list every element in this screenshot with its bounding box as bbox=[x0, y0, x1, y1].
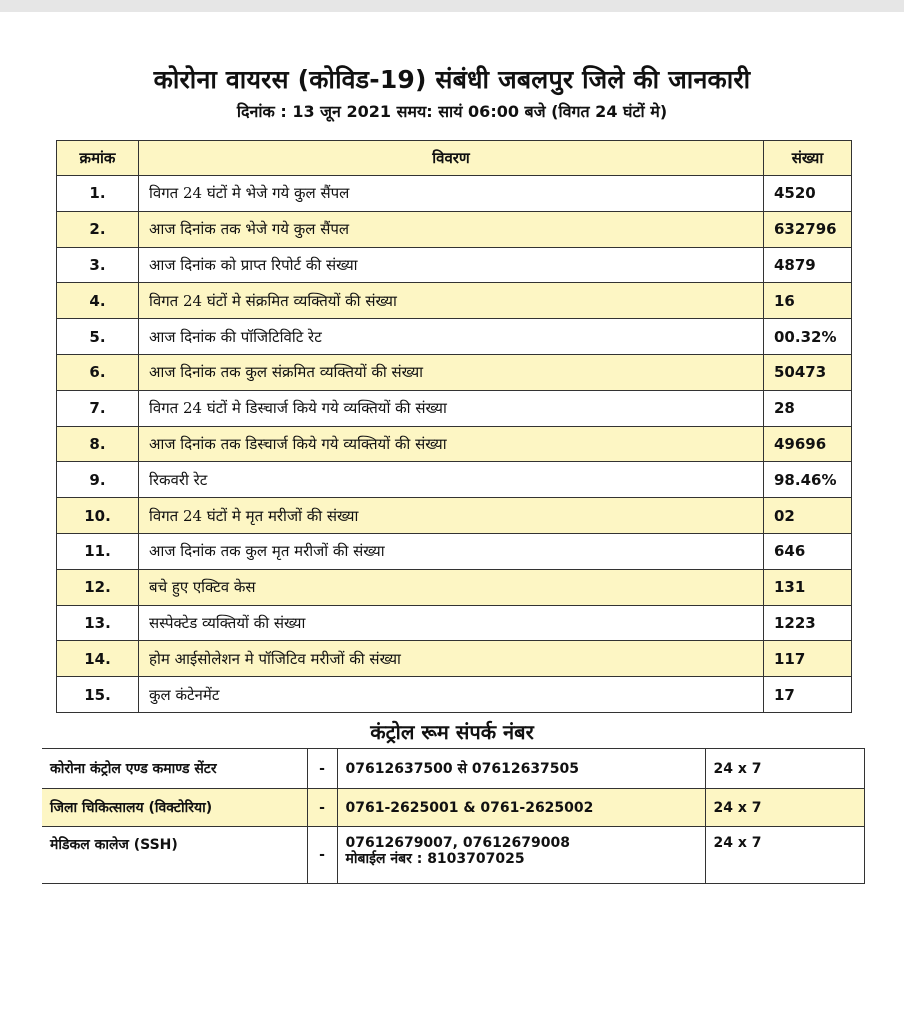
row-sno: 13. bbox=[57, 605, 139, 641]
table-row bbox=[57, 354, 852, 390]
control-room-numbers bbox=[337, 749, 705, 789]
row-description: आज दिनांक तक डिस्चार्ज किये गये व्यक्तियों की संख्या bbox=[139, 426, 764, 462]
control-room-numbers bbox=[337, 789, 705, 827]
row-value: 00.32% bbox=[764, 319, 852, 355]
separator-dash: - bbox=[307, 827, 337, 884]
table-row bbox=[57, 319, 852, 355]
table-row bbox=[57, 498, 852, 534]
row-description: होम आईसोलेशन मे पॉजिटिव मरीजों की संख्या bbox=[139, 641, 764, 677]
column-header-sno: क्रमांक bbox=[57, 141, 139, 176]
row-value: 49696 bbox=[764, 426, 852, 462]
row-description: सस्पेक्टेड व्यक्तियों की संख्या bbox=[139, 605, 764, 641]
row-value: 50473 bbox=[764, 354, 852, 390]
row-description: आज दिनांक को प्राप्त रिपोर्ट की संख्या bbox=[139, 247, 764, 283]
table-row bbox=[57, 283, 852, 319]
row-sno: 14. bbox=[57, 641, 139, 677]
control-room-hours: 24 x 7 bbox=[705, 827, 864, 884]
page-title: कोरोना वायरस (कोविड-19) संबंधी जबलपुर जिले की जानकारी bbox=[153, 65, 751, 94]
mobile-number: मोबाईल नंबर : 8103707025 bbox=[345, 851, 525, 867]
covid-stats-table bbox=[56, 140, 852, 713]
row-sno: 5. bbox=[57, 319, 139, 355]
top-bar bbox=[0, 0, 904, 12]
column-header-description: विवरण bbox=[139, 141, 764, 176]
row-sno: 8. bbox=[57, 426, 139, 462]
page-subtitle: दिनांक : 13 जून 2021 समय: सायं 06:00 बजे (विगत 24 घंटों मे) bbox=[236, 102, 668, 121]
row-sno: 7. bbox=[57, 390, 139, 426]
row-description: आज दिनांक तक कुल मृत मरीजों की संख्या bbox=[139, 533, 764, 569]
control-room-heading: कंट्रोल रूम संपर्क नंबर bbox=[370, 720, 534, 744]
row-value: 632796 bbox=[764, 211, 852, 247]
row-value: 4520 bbox=[764, 176, 852, 212]
row-sno: 10. bbox=[57, 498, 139, 534]
row-sno: 11. bbox=[57, 533, 139, 569]
row-value: 16 bbox=[764, 283, 852, 319]
row-sno: 3. bbox=[57, 247, 139, 283]
control-room-table bbox=[42, 748, 865, 884]
row-description: विगत 24 घंटों मे मृत मरीजों की संख्या bbox=[139, 498, 764, 534]
table-row bbox=[57, 211, 852, 247]
control-room-row bbox=[42, 789, 864, 827]
control-room-numbers bbox=[337, 827, 705, 884]
row-description: आज दिनांक तक भेजे गये कुल सैंपल bbox=[139, 211, 764, 247]
row-description: विगत 24 घंटों मे संक्रमित व्यक्तियों की संख्या bbox=[139, 283, 764, 319]
row-description: आज दिनांक तक कुल संक्रमित व्यक्तियों की संख्या bbox=[139, 354, 764, 390]
table-row bbox=[57, 641, 852, 677]
control-room-hours: 24 x 7 bbox=[705, 789, 864, 827]
row-value: 131 bbox=[764, 569, 852, 605]
control-room-name: जिला चिकित्सालय (विक्टोरिया) bbox=[42, 789, 307, 827]
row-sno: 15. bbox=[57, 677, 139, 713]
row-description: रिकवरी रेट bbox=[139, 462, 764, 498]
table-row bbox=[57, 605, 852, 641]
table-row bbox=[57, 569, 852, 605]
row-sno: 6. bbox=[57, 354, 139, 390]
row-sno: 9. bbox=[57, 462, 139, 498]
row-value: 646 bbox=[764, 533, 852, 569]
row-sno: 4. bbox=[57, 283, 139, 319]
separator-dash: - bbox=[307, 749, 337, 789]
row-sno: 1. bbox=[57, 176, 139, 212]
separator-dash: - bbox=[307, 789, 337, 827]
table-row bbox=[57, 390, 852, 426]
control-room-name: कोरोना कंट्रोल एण्ड कमाण्ड सेंटर bbox=[42, 749, 307, 789]
phone-number: 0761-2625001 & 0761-2625002 bbox=[345, 799, 594, 816]
row-description: विगत 24 घंटों मे भेजे गये कुल सैंपल bbox=[139, 176, 764, 212]
table-header-row bbox=[57, 141, 852, 176]
control-room-row bbox=[42, 749, 864, 789]
row-sno: 2. bbox=[57, 211, 139, 247]
row-description: आज दिनांक की पॉजिटिविटि रेट bbox=[139, 319, 764, 355]
control-room-row bbox=[42, 827, 864, 884]
row-value: 4879 bbox=[764, 247, 852, 283]
phone-number: 07612637500 से 07612637505 bbox=[345, 760, 580, 777]
table-row bbox=[57, 533, 852, 569]
row-value: 117 bbox=[764, 641, 852, 677]
table-row bbox=[57, 462, 852, 498]
row-description: कुल कंटेनमेंट bbox=[139, 677, 764, 713]
row-value: 28 bbox=[764, 390, 852, 426]
row-value: 02 bbox=[764, 498, 852, 534]
row-value: 98.46% bbox=[764, 462, 852, 498]
table-row bbox=[57, 677, 852, 713]
row-sno: 12. bbox=[57, 569, 139, 605]
control-room-name: मेडिकल कालेज (SSH) bbox=[42, 827, 307, 884]
table-row bbox=[57, 247, 852, 283]
row-description: विगत 24 घंटों मे डिस्चार्ज किये गये व्यक्तियों की संख्या bbox=[139, 390, 764, 426]
row-description: बचे हुए एक्टिव केस bbox=[139, 569, 764, 605]
control-room-hours: 24 x 7 bbox=[705, 749, 864, 789]
row-value: 17 bbox=[764, 677, 852, 713]
column-header-count: संख्या bbox=[764, 141, 852, 176]
phone-number: 07612679007, 07612679008 bbox=[345, 835, 570, 851]
row-value: 1223 bbox=[764, 605, 852, 641]
table-row bbox=[57, 176, 852, 212]
table-row bbox=[57, 426, 852, 462]
